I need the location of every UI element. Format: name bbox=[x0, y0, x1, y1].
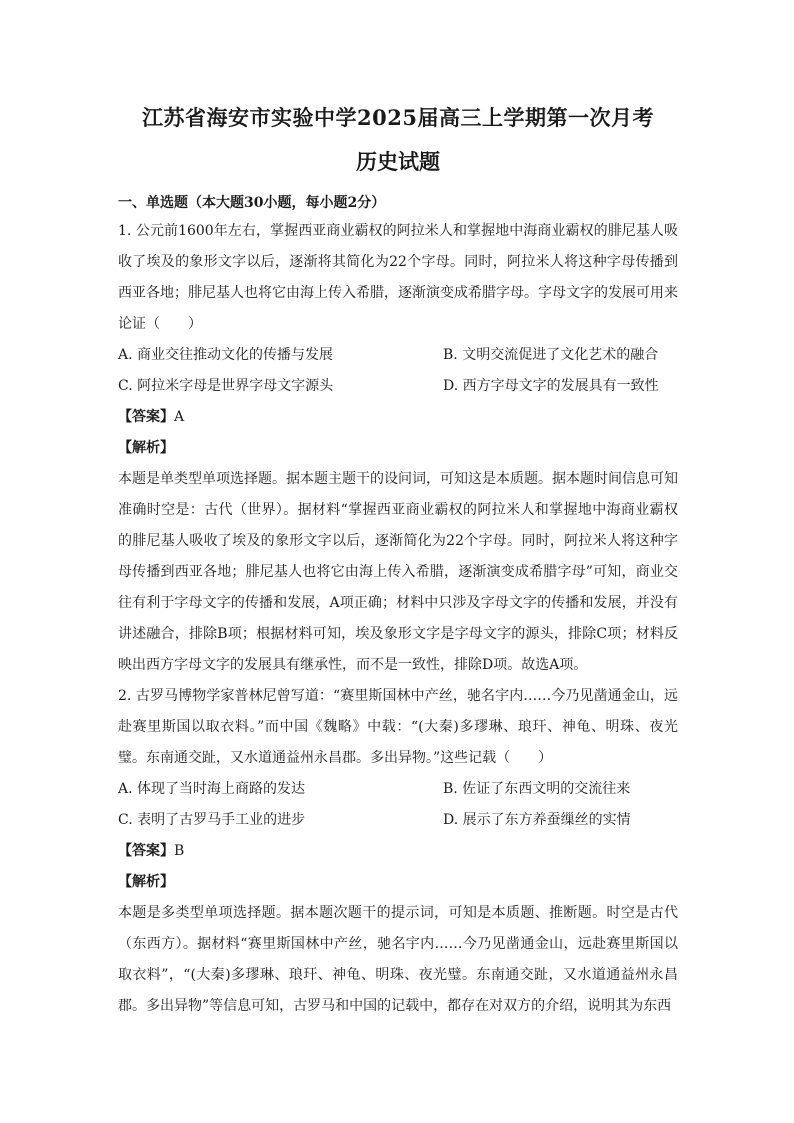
question-1-analysis-label bbox=[118, 433, 678, 464]
question-1-option-b: B. 文明交流促进了文化艺术的融合 bbox=[443, 347, 659, 363]
question-2-option-d: D. 展示了东方养蚕缫丝的实情 bbox=[443, 812, 631, 828]
question-2-analysis: 本题是多类型单项选择题。据本题次题干的提示词，可知是本质题、推断题。时空是古代（东西方）。据材料“赛里斯国林中产丝，驰名宇内……今乃见凿通金山，远赴赛里斯国以取衣料”，“(大秦)多璆琳、琅玕、神龟、明珠、夜光璧。东南通交趾，又水道通益州永昌郡。多出异物”等信息可知，古罗马和中国的记载中，都存在对双方的介绍，说明其为东西 bbox=[118, 905, 678, 1014]
question-1-answer bbox=[118, 402, 678, 433]
analysis-label: 【解析】 bbox=[118, 440, 174, 456]
question-1-analysis: 本题是单类型单项选择题。据本题主题干的设问词，可知这是本质题。据本题时间信息可知准确时空是：古代（世界）。据材料“掌握西亚商业霸权的阿拉米人和掌握地中海商业霸权的腓尼基人吸收了埃及的象形文字以后，逐渐简化为22个字母。同时，阿拉米人将这种字母传播到西亚各地；腓尼基人也将它由海上传入希腊，逐渐演变成希腊字母”可知，商业交往有利于字母文字的传播和发展，A项正确；材料中只涉及字母文字的传播和发展，并没有讲述融合，排除B项；根据材料可知，埃及象形文字是字母文字的源头，排除C项；材料反映出西方字母文字的发展具有继承性，而不是一致性，排除D项。故选A项。 bbox=[118, 471, 678, 673]
question-1-stem: 1. 公元前1600年左右，掌握西亚商业霸权的阿拉米人和掌握地中海商业霸权的腓尼基人吸收了埃及的象形文字以后，逐渐将其简化为22个字母。同时，阿拉米人将这种字母传播到西亚各地；腓尼基人也将它由海上传入希腊，逐渐演变成希腊字母。字母文字的发展可用来论证（ ） bbox=[118, 223, 678, 332]
question-2-option-a: A. 体现了当时海上商路的发达 bbox=[118, 781, 306, 797]
analysis-label: 【解析】 bbox=[118, 874, 174, 890]
question-2-option-c: C. 表明了古罗马手工业的进步 bbox=[118, 812, 306, 828]
section-heading: 一、单选题（本大题30小题，每小题2分） bbox=[118, 195, 386, 211]
question-1-option-d: D. 西方字母文字的发展具有一致性 bbox=[443, 378, 659, 394]
answer-value: B bbox=[174, 843, 185, 859]
answer-label: 【答案】 bbox=[118, 409, 174, 425]
question-2-analysis-label bbox=[118, 867, 678, 898]
document-title: 江苏省海安市实验中学2025届高三上学期第一次月考 bbox=[142, 105, 654, 130]
question-2-answer bbox=[118, 836, 678, 867]
question-2-option-b: B. 佐证了东西文明的交流往来 bbox=[443, 781, 631, 797]
question-1-option-c: C. 阿拉米字母是世界字母文字源头 bbox=[118, 378, 334, 394]
answer-label: 【答案】 bbox=[118, 843, 174, 859]
question-1 bbox=[118, 216, 678, 681]
question-2-options bbox=[118, 774, 678, 836]
document-subtitle: 历史试题 bbox=[356, 149, 440, 174]
question-2 bbox=[118, 681, 678, 1022]
answer-value: A bbox=[174, 409, 185, 425]
question-2-stem: 2. 古罗马博物学家普林尼曾写道：“赛里斯国林中产丝，驰名宇内……今乃见凿通金山，远赴赛里斯国以取衣料。”而中国《魏略》中载：“(大秦)多璆琳、琅玕、神龟、明珠、夜光璧。东南通交趾，又水道通益州永昌郡。多出异物。”这些记载（ ） bbox=[118, 688, 678, 766]
document-page bbox=[118, 96, 678, 1022]
question-1-option-a: A. 商业交往推动文化的传播与发展 bbox=[118, 347, 334, 363]
question-1-options bbox=[118, 340, 678, 402]
